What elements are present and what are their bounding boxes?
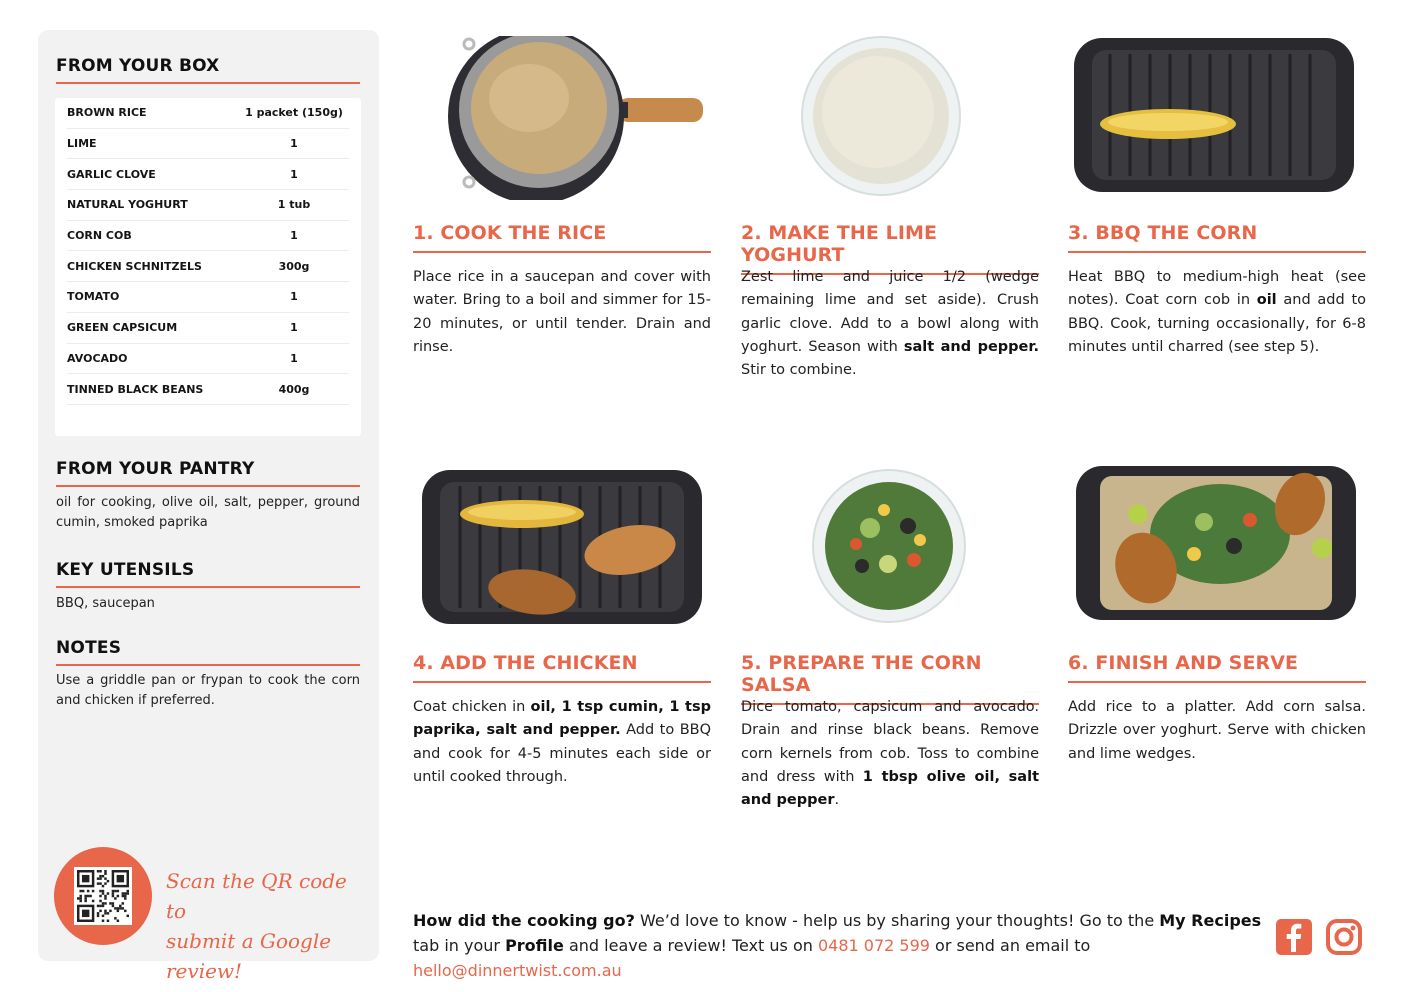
notes-title: NOTES (56, 638, 360, 666)
step-2-title: 2. MAKE THE LIME YOGHURT (741, 222, 1039, 275)
step-text-run: and add to BBQ. Cook, turning occasionally, for 6-8 minutes until charred (see step 5). (1068, 292, 1366, 355)
step-text-run: Zest lime and juice 1/2 (wedge remaining lime and set aside). Crush garlic clove. Add to a bowl along with yoghurt. Season with (741, 269, 1039, 355)
pantry-text: oil for cooking, olive oil, salt, pepper, ground cumin, smoked paprika (56, 495, 360, 530)
step-6-title: 6. FINISH AND SERVE (1068, 652, 1366, 683)
chicken-on-bbq-photo (420, 468, 704, 628)
ingredients-sidebar (38, 30, 379, 983)
ingredient-row (67, 129, 349, 160)
lime-yoghurt-bowl-photo (800, 36, 964, 200)
ingredient-name: TOMATO (67, 290, 120, 304)
ingredient-name: NATURAL YOGHURT (67, 198, 188, 212)
footer-text-3: and leave a review! Text us on (563, 936, 818, 955)
phone-link[interactable]: 0481 072 599 (817, 936, 930, 955)
step-2-text (741, 266, 1039, 382)
step-text-run: 1 tbsp olive oil, salt and pepper (741, 768, 1039, 809)
corn-salsa-bowl-photo (810, 468, 970, 628)
utensils-text: BBQ, saucepan (56, 596, 155, 611)
ingredient-row (67, 313, 349, 344)
review-footer (413, 908, 1263, 983)
ingredient-row (67, 190, 349, 221)
ingredient-name: GARLIC CLOVE (67, 167, 156, 181)
step-3-title: 3. BBQ THE CORN (1068, 222, 1366, 253)
rice-strainer-photo (413, 36, 713, 200)
step-text-run: Coat chicken in (413, 699, 531, 715)
ingredient-qty: 1 tub (277, 198, 311, 212)
qr-callout-line1: Scan the QR code to (166, 869, 347, 923)
ingredient-row (67, 344, 349, 375)
ingredient-name: CHICKEN SCHNITZELS (67, 259, 202, 273)
ingredients-table (55, 98, 361, 436)
key-utensils-title: KEY UTENSILS (56, 560, 360, 588)
step-5-text (741, 696, 1039, 812)
notes-text: Use a griddle pan or frypan to cook the corn and chicken if preferred. (56, 673, 360, 708)
finished-platter-photo (1074, 462, 1358, 624)
email-link[interactable]: hello@dinnertwist.com.au (413, 961, 622, 980)
qr-callout (166, 866, 366, 986)
step-1-text (413, 266, 711, 359)
ingredient-qty: 1 (290, 351, 298, 365)
ingredient-name: TINNED BLACK BEANS (67, 382, 204, 396)
step-text-run: Heat BBQ to medium-high heat (see notes). Coat corn cob in (1068, 269, 1366, 309)
footer-text-2: tab in your (413, 936, 506, 955)
ingredient-name: AVOCADO (67, 351, 128, 365)
step-text-run: salt and pepper. (903, 338, 1039, 355)
bbq-corn-photo (1070, 36, 1360, 196)
footer-text-4: or send an email to (929, 936, 1091, 955)
ingredient-qty: 1 (290, 229, 298, 243)
qr-callout-line2: submit a Google review! (166, 929, 332, 983)
step-text-run: Place rice in a saucepan and cover with water. Bring to a boil and simmer for 15-20 minutes, or until tender. Drain and rinse. (413, 269, 711, 355)
step-text-run: Add rice to a platter. Add corn salsa. Drizzle over yoghurt. Serve with chicken and lime wedges. (1068, 699, 1366, 762)
profile-link[interactable]: Profile (505, 936, 564, 955)
ingredient-qty: 1 (290, 167, 298, 181)
step-text-run: Add to BBQ and cook for 4-5 minutes each side or until cooked through. (413, 722, 711, 785)
facebook-icon[interactable] (1275, 918, 1313, 956)
qr-badge[interactable] (54, 847, 152, 945)
ingredient-qty: 300g (278, 259, 310, 273)
ingredient-name: LIME (67, 137, 97, 151)
step-text-run: Stir to combine. (741, 362, 857, 379)
step-4-title: 4. ADD THE CHICKEN (413, 652, 711, 683)
ingredient-name: GREEN CAPSICUM (67, 321, 178, 335)
step-text-run: oil (1256, 292, 1277, 309)
from-your-box-title: FROM YOUR BOX (56, 56, 360, 84)
step-5-title: 5. PREPARE THE CORN SALSA (741, 652, 1039, 705)
step-4-text (413, 696, 711, 789)
step-text-run: Dice tomato, capsicum and avocado. Drain and rinse black beans. Remove corn kernels from cob. Toss to combine and dress with (741, 699, 1039, 785)
step-text-run: oil, 1 tsp cumin, 1 tsp paprika, salt and pepper. (413, 699, 711, 739)
ingredient-row (67, 159, 349, 190)
ingredient-row (67, 98, 349, 129)
ingredient-row (67, 282, 349, 313)
footer-question: How did the cooking go? (413, 911, 635, 930)
ingredient-qty: 400g (278, 382, 310, 396)
step-6-text (1068, 696, 1366, 766)
my-recipes-link[interactable]: My Recipes (1159, 911, 1262, 930)
step-3-text (1068, 266, 1366, 359)
qr-code-icon[interactable] (74, 867, 132, 925)
ingredient-qty: 1 packet (150g) (245, 106, 343, 120)
ingredient-name: BROWN RICE (67, 106, 147, 120)
step-1-title: 1. COOK THE RICE (413, 222, 711, 253)
from-your-pantry-title: FROM YOUR PANTRY (56, 459, 360, 487)
ingredient-name: CORN COB (67, 229, 132, 243)
ingredient-qty: 1 (290, 321, 298, 335)
ingredient-qty: 1 (290, 137, 298, 151)
ingredient-row (67, 221, 349, 252)
ingredient-row (67, 251, 349, 282)
instagram-icon[interactable] (1325, 918, 1363, 956)
ingredient-row (67, 374, 349, 405)
ingredient-qty: 1 (290, 290, 298, 304)
footer-text-1: We’d love to know - help us by sharing your thoughts! Go to the (634, 911, 1160, 930)
step-text-run: . (834, 792, 840, 809)
